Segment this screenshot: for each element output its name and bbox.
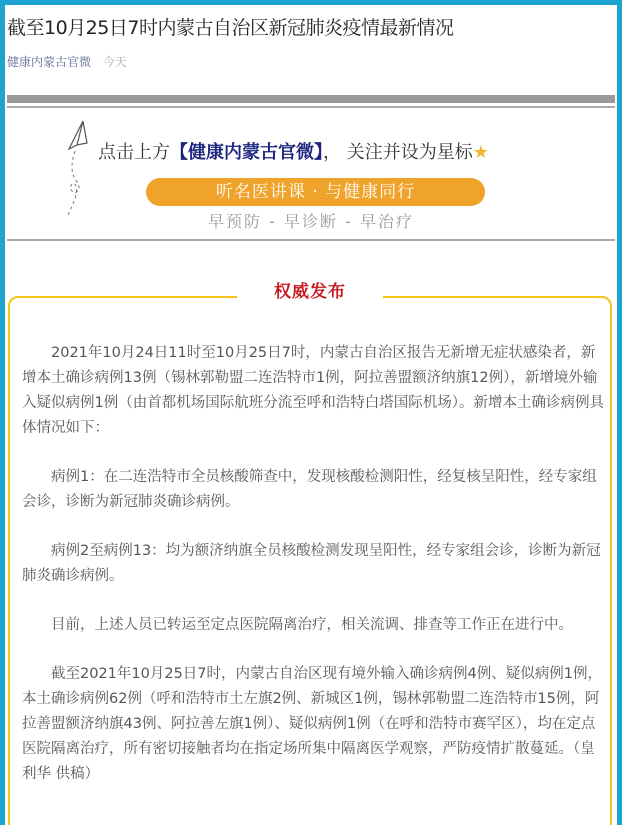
article-title: 截至10月25日7时内蒙古自治区新冠肺炎疫情最新情况 xyxy=(7,17,454,39)
follow-banner xyxy=(5,113,617,233)
article-body xyxy=(22,341,605,811)
paragraph: 2021年10月24日11时至10月25日7时，内蒙古自治区报告无新增无症状感染者，新增本土确诊病例13例（锡林郭勒盟二连浩特市1例，阿拉善盟额济纳旗12例），新增境外输入疑似病例1例（由首都机场国际航班分流至呼和浩特白塔国际机场）。新增本土确诊病例具体情况如下： xyxy=(22,345,604,436)
divider-bar xyxy=(7,95,615,103)
section-label: 权威发布 xyxy=(237,277,383,307)
paragraph: 截至2021年10月25日7时，内蒙古自治区现有境外输入确诊病例4例、疑似病例1例，本土确诊病例62例（呼和浩特市土左旗2例、新城区1例，锡林郭勒盟二连浩特市15例，阿拉善盟额济纳旗43例、阿拉善左旗1例）、疑似病例1例（在呼和浩特市赛罕区），均在定点医院隔离治疗，所有密切接触者均在指定场所集中隔离医学观察，严防疫情扩散蔓延。（皇利华 供稿） xyxy=(22,666,602,782)
paragraph: 目前，上述人员已转运至定点医院隔离治疗，相关流调、排查等工作正在进行中。 xyxy=(51,617,573,633)
slogan-pill: 听名医讲课 · 与健康同行 xyxy=(146,178,485,206)
star-icon: ★ xyxy=(472,142,489,163)
article-meta xyxy=(7,53,127,70)
paper-plane-icon xyxy=(63,119,97,219)
follow-prompt: 点击上方【健康内蒙古官微】， 关注并设为星标★ xyxy=(98,142,489,163)
author-link[interactable]: 健康内蒙古官微 xyxy=(7,55,92,69)
paragraph: 病例2至病例13：均为额济纳旗全员核酸检测发现呈阳性，经专家组会诊，诊断为新冠肺炎确诊病例。 xyxy=(22,543,601,584)
article-page xyxy=(5,5,617,825)
account-name: 【健康内蒙古官微】 xyxy=(170,142,323,163)
paragraph: 病例1：在二连浩特市全员核酸筛查中，发现核酸检测阳性，经复核呈阳性，经专家组会诊，诊断为新冠肺炎确诊病例。 xyxy=(22,469,597,510)
publish-date: 今天 xyxy=(102,55,127,69)
divider xyxy=(7,106,615,108)
slogan-text: 早预防 - 早诊断 - 早治疗 xyxy=(208,212,414,231)
divider xyxy=(7,239,615,241)
